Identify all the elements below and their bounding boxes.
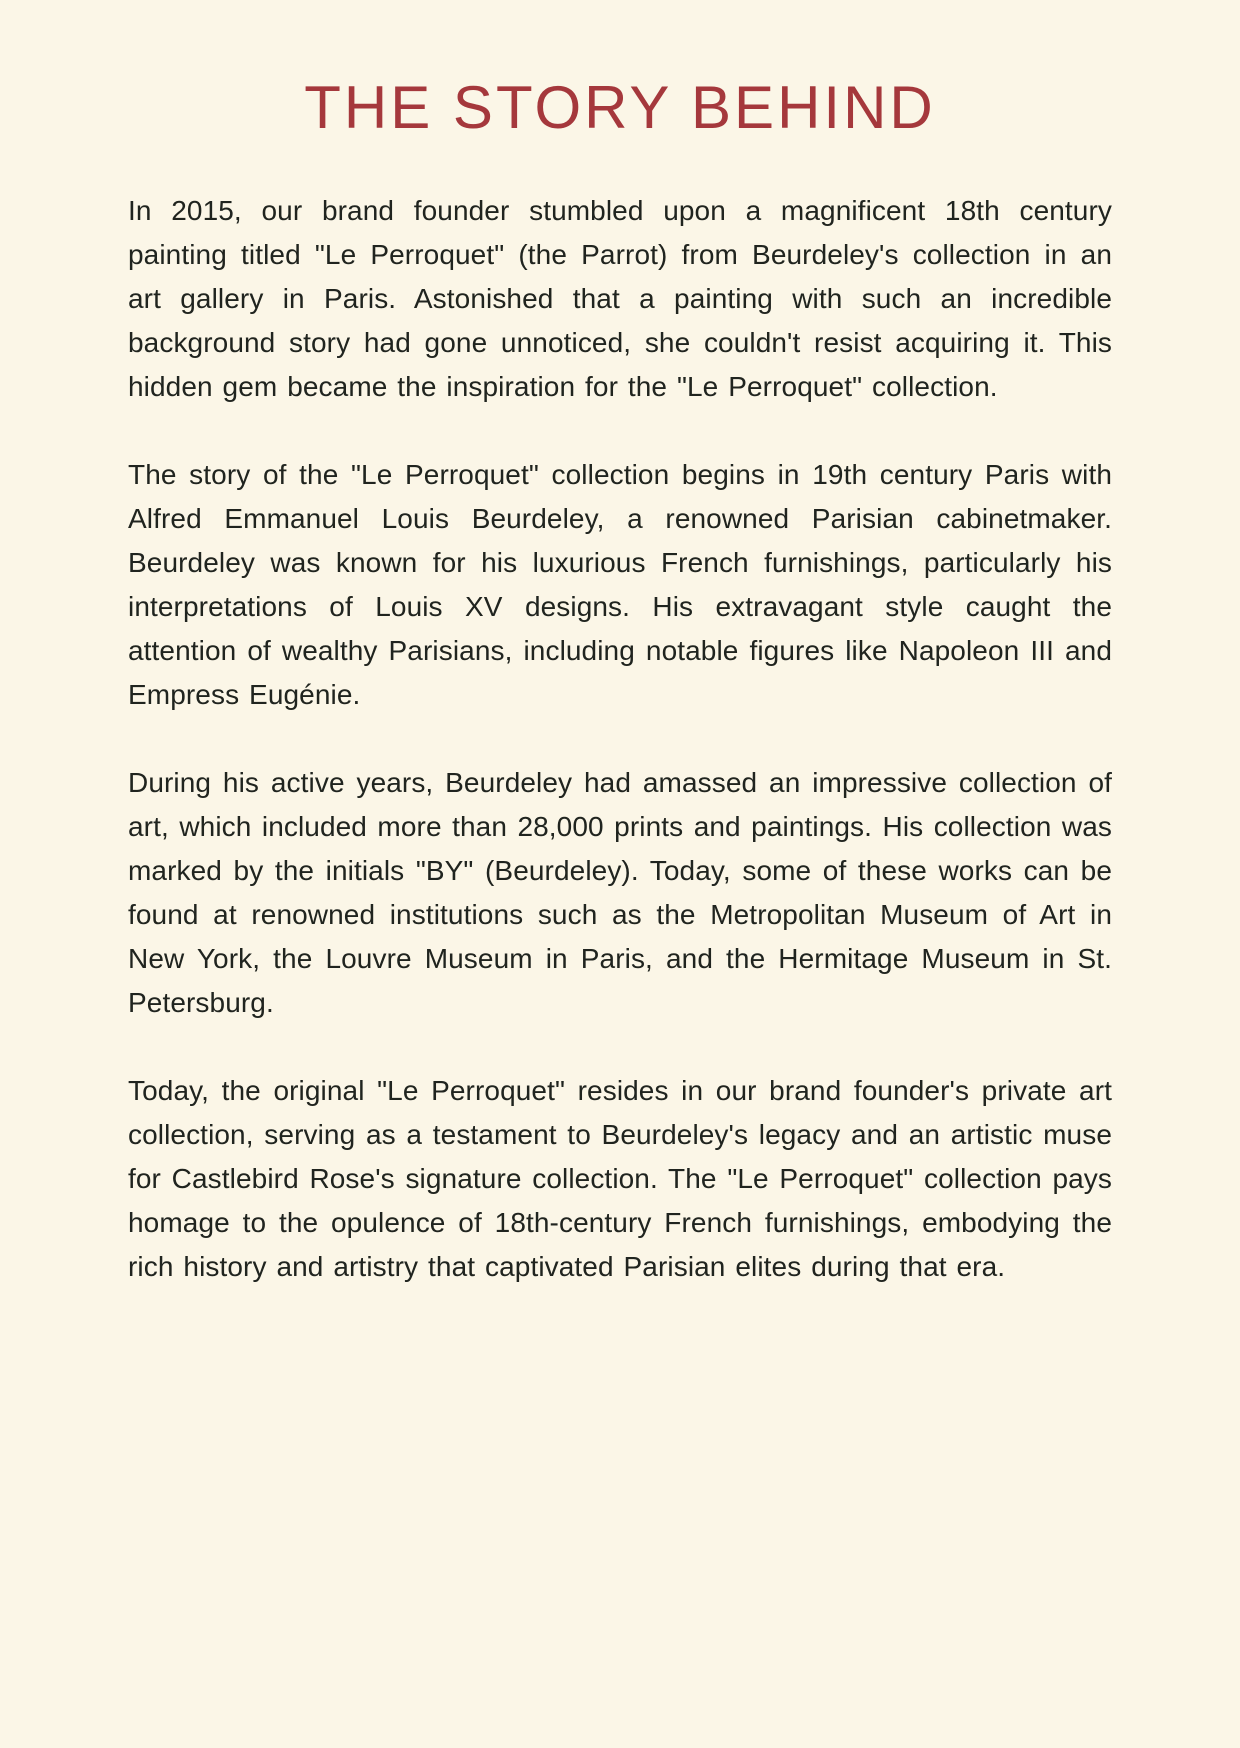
story-body (128, 189, 1112, 1289)
story-paragraph-1: In 2015, our brand founder stumbled upon a magnificent 18th century painting titled "Le Perroquet" (the Parrot) from Beurdeley's collection in an art gallery in Paris. Astonished that a painting with such an incredible background story had gone unnoticed, she couldn't resist acquiring it. This hidden gem became the inspiration for the "Le Perroquet" collection. (128, 195, 1112, 402)
story-paragraph-4: Today, the original "Le Perroquet" resides in our brand founder's private art collection, serving as a testament to Beurdeley's legacy and an artistic muse for Castlebird Rose's signature collection. The "Le Perroquet" collection pays homage to the opulence of 18th-century French furnishings, embodying the rich history and artistry that captivated Parisian elites during that era. (128, 1075, 1112, 1282)
story-paragraph-2: The story of the "Le Perroquet" collection begins in 19th century Paris with Alfred Emmanuel Louis Beurdeley, a renowned Parisian cabinetmaker. Beurdeley was known for his luxurious French furnishings, particularly his interpretations of Louis XV designs. His extravagant style caught the attention of wealthy Parisians, including notable figures like Napoleon III and Empress Eugénie. (128, 459, 1112, 710)
page-title: THE STORY BEHIND (304, 74, 936, 141)
story-paragraph-3: During his active years, Beurdeley had amassed an impressive collection of art, which included more than 28,000 prints and paintings. His collection was marked by the initials "BY" (Beurdeley). Today, some of these works can be found at renowned institutions such as the Metropolitan Museum of Art in New York, the Louvre Museum in Paris, and the Hermitage Museum in St. Petersburg. (128, 767, 1112, 1018)
